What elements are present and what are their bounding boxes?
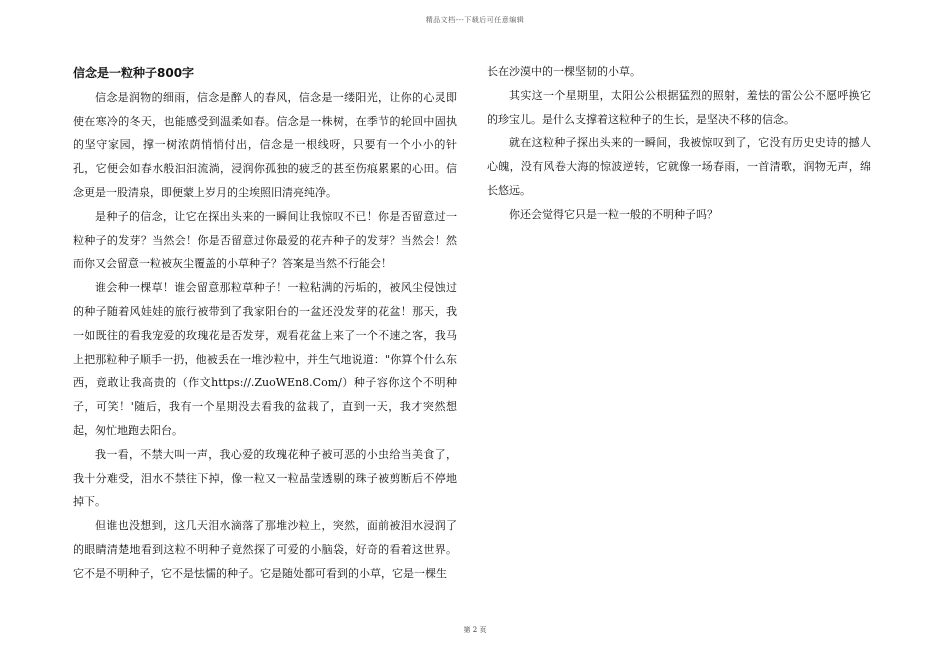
paragraph-5: 但谁也没想到，这几天泪水滴落了那堆沙粒上，突然，面前被泪水浸润了的眼睛清楚地看到这粒不明种子竟然探了可爱的小脑袋，好奇的看着这世界。它不是不明种子，它不是怯懦的种子。它是随处都可看到的小草，它是一棵生 xyxy=(73,519,457,580)
paragraph-6: 其实这一个星期里，太阳公公根据猛烈的照射，羞怯的雷公公不愿呼换它的珍宝儿。是什么支撑着这粒种子的生长，是坚决不移的信念。 xyxy=(487,88,871,126)
paragraph-1: 信念是润物的细雨，信念是醉人的春风，信念是一缕阳光，让你的心灵即使在寒冷的冬天，也能感受到温柔如春。信念是一株树，在季节的轮回中固执的坚守家园，撑一树浓荫悄悄付出，信念是一根线呀，只要有一个小小的针孔，它便会如春水般汩汩流淌，浸润你孤独的疲乏的甚至伤痕累累的心田。信念更是一股清泉，即便蒙上岁月的尘埃照旧清亮纯净。 xyxy=(73,90,457,199)
paragraph-2: 是种子的信念，让它在探出头来的一瞬间让我惊叹不已！你是否留意过一粒种子的发芽？当然会！你是否留意过你最爱的花卉种子的发芽？当然会！然而你又会留意一粒被灰尘覆盖的小草种子？答案是当然不行能会！ xyxy=(73,209,457,271)
paragraph-5-continuation: 长在沙漠中的一棵坚韧的小草。 xyxy=(487,65,641,78)
paragraph-7: 就在这粒种子探出头来的一瞬间，我被惊叹到了，它没有历史史诗的撼人心魄，没有风卷大海的惊波逆转，它就像一场春雨，一首清歌，润物无声，绵长悠远。 xyxy=(487,136,871,197)
page-header: 精品文档---下载后可任意编辑 xyxy=(425,16,525,24)
article-title: 信念是一粒种子800字 xyxy=(73,66,195,80)
page-number: 第 2 页 xyxy=(463,626,487,634)
left-column xyxy=(73,60,457,586)
paragraph-4: 我一看，不禁大叫一声，我心爱的玫瑰花种子被可恶的小虫给当美食了，我十分难受，泪水不禁往下掉，像一粒又一粒晶莹透剔的珠子被剪断后不停地掉下。 xyxy=(73,447,457,509)
right-column xyxy=(487,60,871,227)
paragraph-8: 你还会觉得它只是一粒一般的不明种子吗？ xyxy=(509,207,718,221)
paragraph-3: 谁会种一棵草！谁会留意那粒草种子！一粒粘满的污垢的，被风尘侵蚀过的种子随着风娃娃的旅行被带到了我家阳台的一盆还没发芽的花盆！那天，我一如既往的看我宠爱的玫瑰花是否发芽，观看花盆上来了一个不速之客，我马上把那粒种子顺手一扔，他被丢在一堆沙粒中，并生气地说道："你算个什么东西，竟敢让我高贵的（作文https://.ZuoWEn8.Com/）种子容你这个不明种子，可笑！'随后，我有一个星期没去看我的盆栽了，直到一天，我才突然想起，匆忙地跑去阳台。 xyxy=(73,281,457,437)
